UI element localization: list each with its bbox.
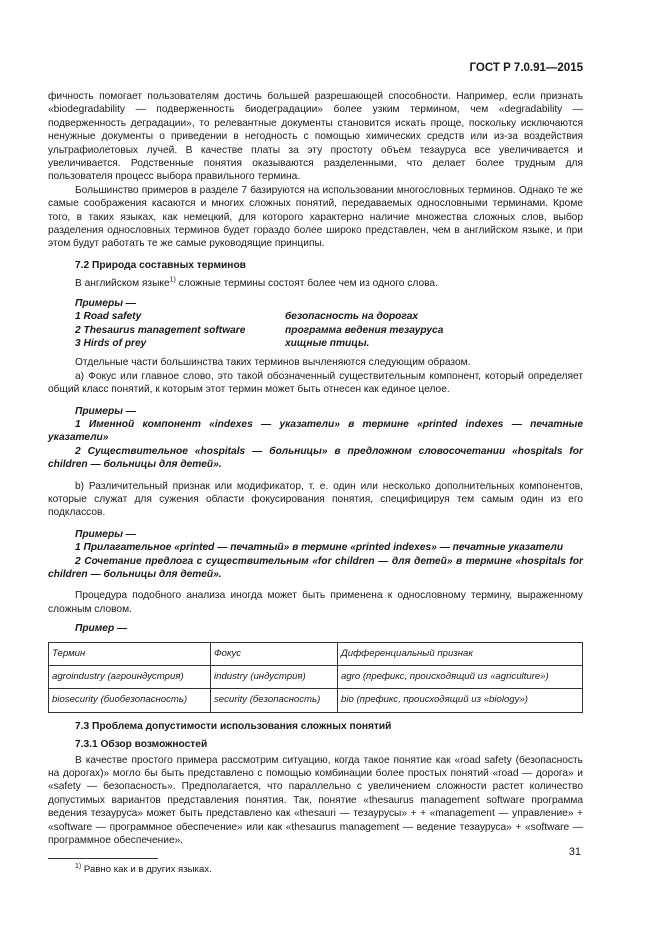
- table-header-row: [49, 642, 583, 665]
- paragraph: b) Различительный признак или модификатор, т. е. один или несколько дополнительных компонентов, которые служат для сужения области фокусирования понятия, специфицируя тем самым один из его подклассов.: [48, 480, 583, 519]
- table-cell: security (безопасность): [211, 689, 338, 712]
- footnote-ref: 1): [169, 276, 176, 284]
- table-cell: biosecurity (биобезопасность): [49, 689, 211, 712]
- example-text: 1 Именной компонент «indexes — указатели» в термине «printed indexes — печатные указатели»: [48, 418, 583, 444]
- footnote-divider: [48, 858, 158, 859]
- paragraph: Большинство примеров в разделе 7 базируются на использовании многословных терминов. Однако те же самые соображения касаются и многих сложных понятий, передаваемых однословными терминами. Кроме того, в таких языках, как немецкий, для которого характерно наличие множества сложных слов, выбор разделения однословных терминов будет гораздо более широко представлен, чем в английском языке, и при этом будут работать те же самые руководящие принципы.: [48, 184, 583, 250]
- example-text: 2 Существительное «hospitals — больницы» в предложном словосочетании «hospitals for children — больницы для детей».: [48, 445, 583, 471]
- example-text: 1 Прилагательное «printed — печатный» в термине «printed indexes» — печатные указатели: [75, 542, 564, 554]
- paragraph: В качестве простого примера рассмотрим ситуацию, когда такое понятие как «road safety (безопасность на дорогах)» могло бы быть представлено с помощью комбинации более простых понятий «road — дорога» и «safety — безопасность». Предполагается, что параллельно с увеличением сложности растет количество допустимых вариантов представления понятия. Так, понятие «thesaurus management software программа ведения тезауруса» может быть представлено как «thesauri — тезаурусы» + + «management — управление» + «software — программное обеспечение» или как «thesaurus management — ведение тезауруса» + «software — программное обеспечение».: [48, 754, 583, 847]
- paragraph: Отдельные части большинства таких терминов вычленяются следующим образом.: [75, 357, 471, 369]
- examples-label: Примеры —: [75, 297, 136, 309]
- table-cell: agro (префикс, происходящий из «agriculture»): [338, 666, 583, 689]
- example-row: 1 Road safety безопасность на дорогах: [75, 311, 419, 323]
- page-number: 31: [568, 846, 581, 858]
- table-cell: industry (индустрия): [211, 666, 338, 689]
- example-text: 2 Сочетание предлога с существительным «for children — для детей» в термине «hospitals for children — больницы для детей».: [48, 555, 583, 580]
- paragraph: Процедура подобного анализа иногда может быть применена к однословному термину, выраженному сложным словом.: [48, 590, 583, 615]
- table-cell: bio (префикс, происходящий из «biology»): [338, 689, 583, 712]
- section-heading-7-2: 7.2 Природа составных терминов: [75, 259, 246, 271]
- table-row: [49, 666, 583, 689]
- page-content: [48, 90, 583, 876]
- paragraph: а) Фокус или главное слово, это такой обозначенный существительным компонент, который определяет общий класс понятий, к которым этот термин может быть отнесен как единое целое.: [48, 370, 583, 396]
- footnote: $^{1)}$ Равно как и в других языках.: [75, 862, 212, 875]
- table-row: [49, 689, 583, 712]
- paragraph: фичность помогает пользователям достичь большей разрешающей способности. Например, если признать «biodegradability — подверженность биодеградации» более узким термином, чем «degradability — подверженность деградации», то релевантные документы становится искать проще, поскольку исключаются ненужные документы о приведении в негодность с помощью химических средств или из-за воздействия ультрафиолетовых лучей. В качестве платы за эту простоту объем тезауруса все увеличивается и увеличивается. Родственные понятия оказываются разделенными, что делает более трудным для пользователя процесс выбора правильного термина.: [48, 91, 583, 183]
- section-heading-7-3-1: 7.3.1 Обзор возможностей: [75, 739, 208, 751]
- examples-label: Примеры —: [75, 405, 136, 417]
- examples-label: Примеры —: [75, 528, 136, 540]
- example-row: 3 Hirds of prey хищные птицы.: [75, 337, 370, 349]
- table-header: Дифференциальный признак: [338, 642, 583, 665]
- section-heading-7-3: 7.3 Проблема допустимости использования сложных понятий: [75, 720, 392, 732]
- paragraph: В английском языке$^{1)}$ сложные термины состоят более чем из одного слова.: [75, 276, 438, 290]
- example-table: [48, 642, 583, 713]
- table-header: Термин: [49, 642, 211, 665]
- table-cell: agroindustry (агроиндустрия): [49, 666, 211, 689]
- document-header: ГОСТ Р 7.0.91—2015: [469, 62, 583, 74]
- example-row: 2 Thesaurus management software программа ведения тезауруса: [75, 324, 444, 336]
- table-header: Фокус: [211, 642, 338, 665]
- example-label: Пример —: [75, 623, 128, 635]
